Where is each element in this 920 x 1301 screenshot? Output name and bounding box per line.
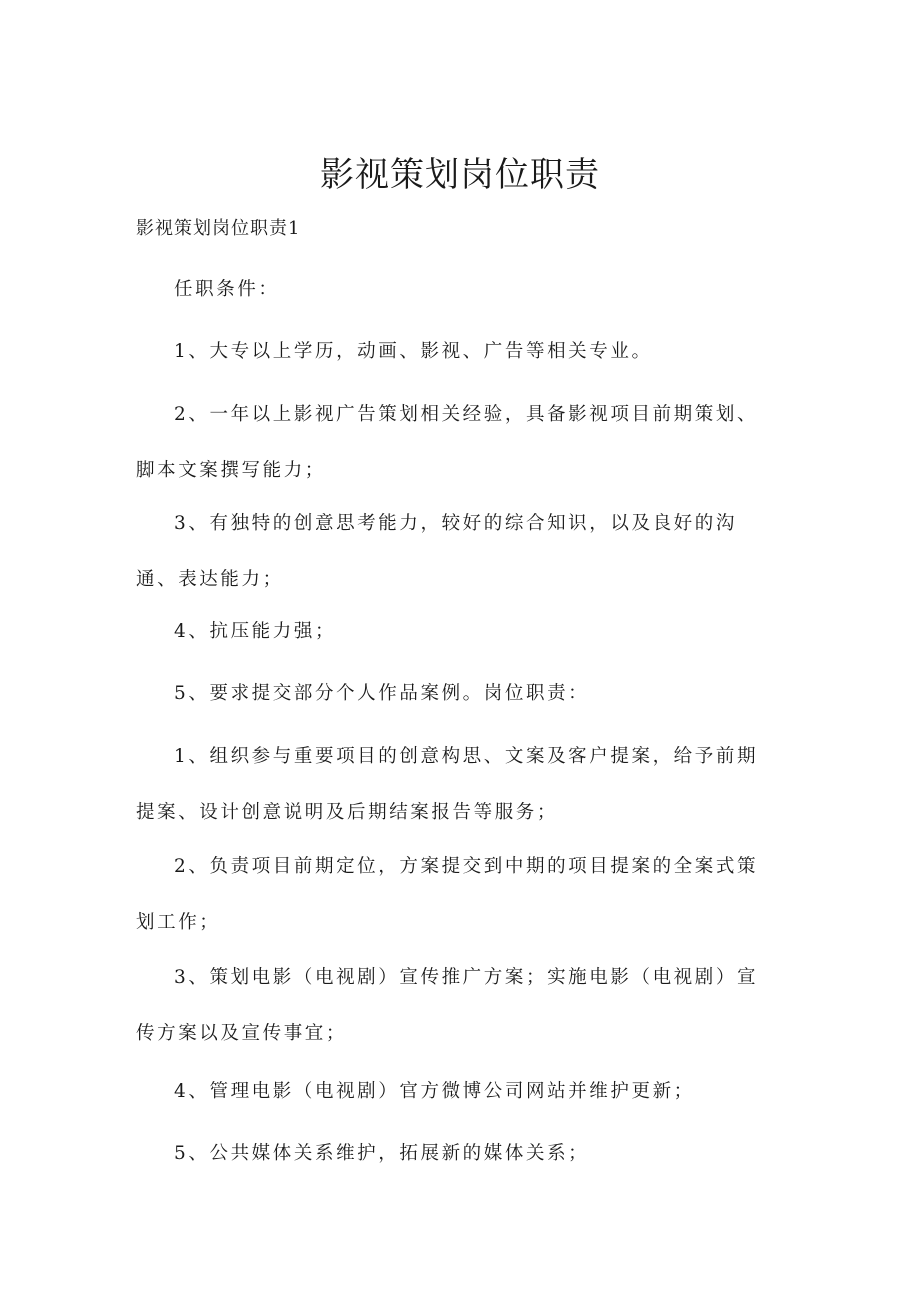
document-title: 影视策划岗位职责 (320, 155, 600, 195)
paragraph-duty-4: 4、管理电影（电视剧）官方微博公司网站并维护更新； (174, 1081, 695, 1102)
document-subtitle: 影视策划岗位职责1 (136, 218, 301, 239)
paragraph-condition-1: 1、大专以上学历，动画、影视、广告等相关专业。 (174, 341, 653, 362)
paragraph-duty-1: 1、组织参与重要项目的创意构思、文案及客户提案，给予前期提案、设计创意说明及后期结案报告等服务； (136, 746, 759, 823)
paragraph-condition-3: 3、有独特的创意思考能力，较好的综合知识，以及良好的沟通、表达能力； (136, 513, 737, 590)
paragraph-duty-2: 2、负责项目前期定位，方案提交到中期的项目提案的全案式策划工作； (136, 856, 759, 933)
paragraph-duty-3: 3、策划电影（电视剧）宣传推广方案；实施电影（电视剧）宣传方案以及宣传事宜； (136, 967, 759, 1044)
paragraph-conditions-heading: 任职条件： (174, 279, 280, 300)
paragraph-condition-5: 5、要求提交部分个人作品案例。岗位职责： (174, 683, 590, 704)
paragraph-condition-4: 4、抗压能力强； (174, 621, 337, 642)
paragraph-duty-5: 5、公共媒体关系维护，拓展新的媒体关系； (174, 1143, 590, 1164)
paragraph-condition-2: 2、一年以上影视广告策划相关经验，具备影视项目前期策划、脚本文案撰写能力； (136, 404, 759, 481)
